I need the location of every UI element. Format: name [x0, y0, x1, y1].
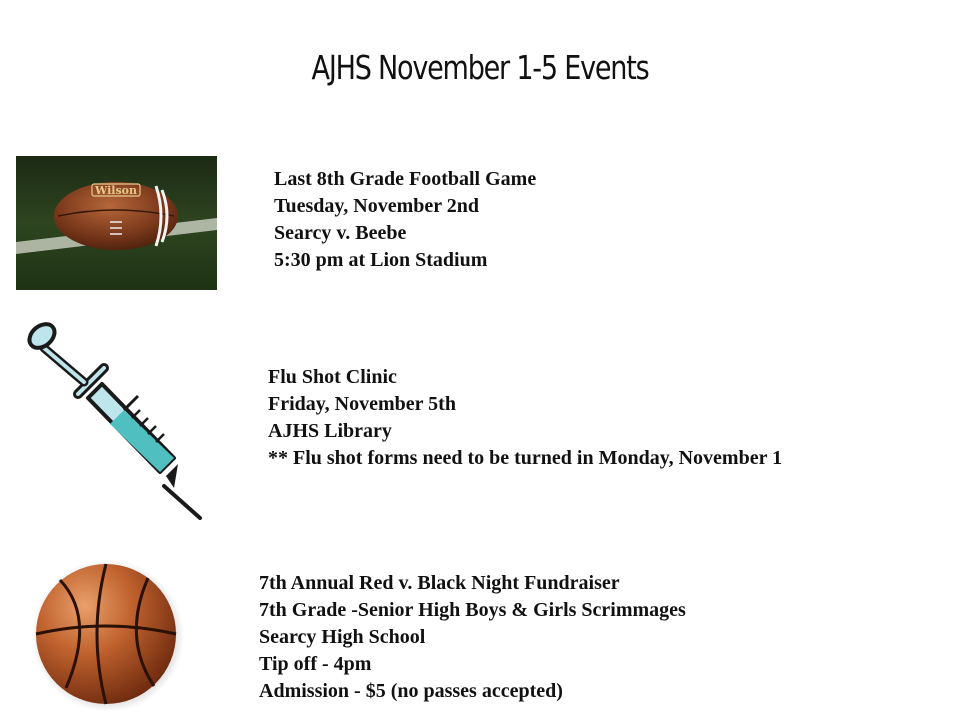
event-line: 7th Annual Red v. Black Night Fundraiser: [259, 572, 620, 594]
event-line: Friday, November 5th: [268, 393, 456, 415]
event-line: Tuesday, November 2nd: [274, 195, 480, 217]
event-line: Tip off - 4pm: [259, 653, 372, 675]
football-icon: [16, 156, 217, 290]
football-event-text: [274, 166, 536, 274]
svg-text:Wilson: Wilson: [94, 184, 138, 197]
event-line: Flu Shot Clinic: [268, 366, 397, 388]
syringe-icon: [22, 312, 204, 522]
event-line: Searcy v. Beebe: [274, 222, 407, 244]
event-line: Last 8th Grade Football Game: [274, 168, 537, 190]
page-title: AJHS November 1-5 Events: [311, 48, 649, 87]
basketball-icon: [26, 558, 186, 710]
event-line: AJHS Library: [268, 420, 392, 442]
fundraiser-event-text: [259, 570, 686, 705]
event-line: ** Flu shot forms need to be turned in Monday, November 1: [268, 447, 783, 469]
event-line: 7th Grade -Senior High Boys & Girls Scrimmages: [259, 599, 686, 621]
event-line: 5:30 pm at Lion Stadium: [274, 249, 488, 271]
flu-shot-event-text: [268, 364, 782, 472]
event-line: Searcy High School: [259, 626, 426, 648]
event-line: Admission - $5 (no passes accepted): [259, 680, 563, 702]
